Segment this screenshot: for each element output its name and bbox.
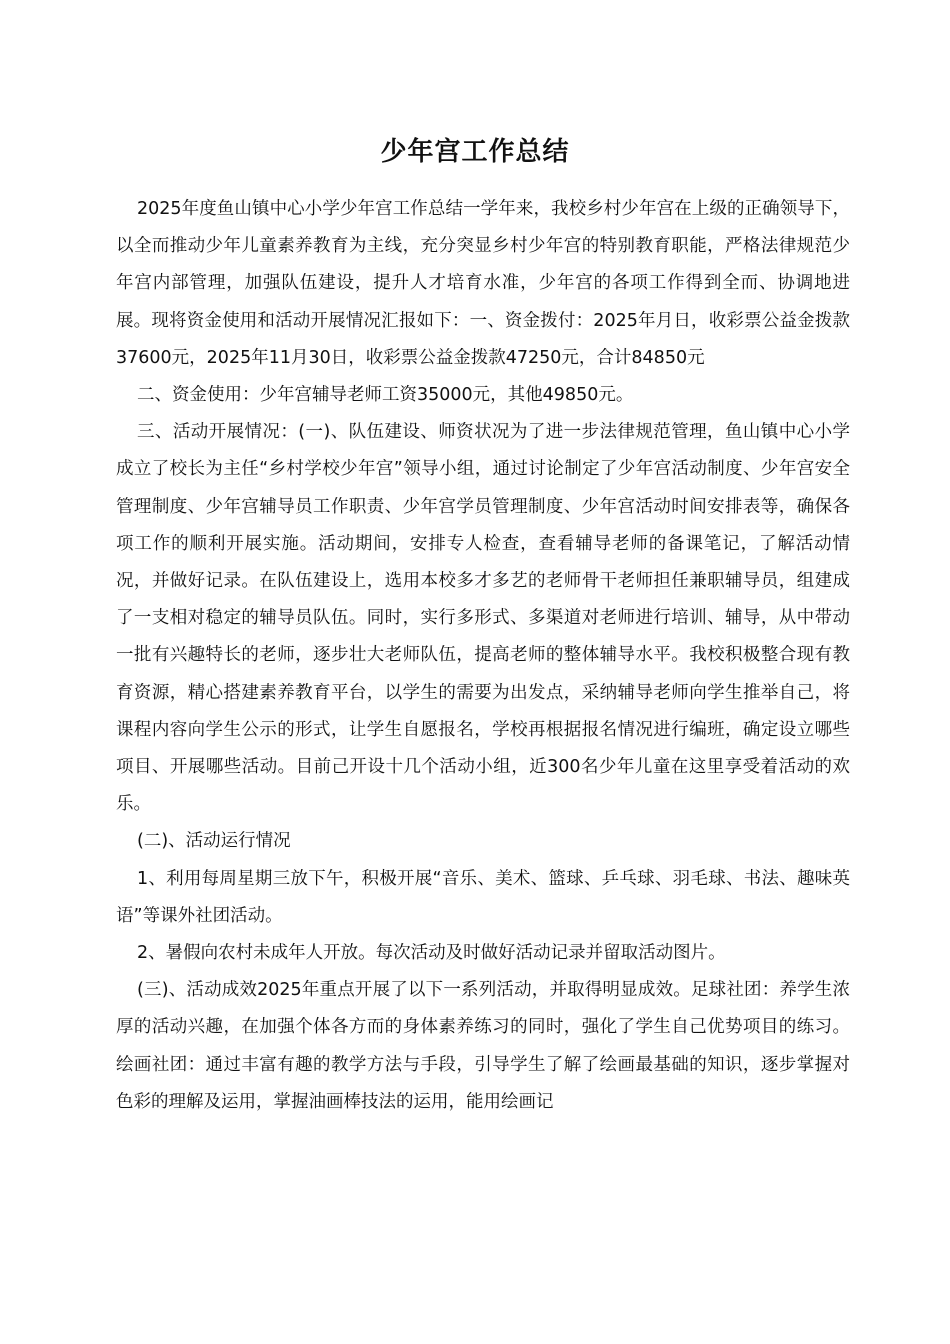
paragraph-activity-item-1: 1、利用每周星期三放下午，积极开展“音乐、美术、篮球、乒乓球、羽毛球、书法、趣味英语”等课外社团活动。: [116, 868, 850, 926]
paragraph-activity-operation-heading: (二)、活动运行情况: [137, 831, 291, 852]
document-title: 少年宫工作总结: [380, 137, 570, 167]
paragraph-intro-funding: 2025年度鱼山镇中心小学少年宫工作总结一学年来，我校乡村少年宫在上级的正确领导下，以全而推动少年儿童素养教育为主线，充分突显乡村少年宫的特别教育职能，严格法律规范少年宫内部管理，加强队伍建设，提升人才培育水准，少年宫的各项工作得到全而、协调地进展。现将资金使用和活动开展情况汇报如下：一、资金拨付：2025年月日，收彩票公益金拨款37600元，2025年11月30日，收彩票公益金拨款47250元，合计84850元: [116, 199, 850, 368]
paragraph-activity-item-2: 2、暑假向农村未成年人开放。每次活动及时做好活动记录并留取活动图片。: [137, 943, 726, 964]
document-body: [116, 191, 850, 1121]
paragraph-fund-usage: 二、资金使用：少年宫辅导老师工资35000元，其他49850元。: [137, 385, 634, 406]
paragraph-activity-results: (三)、活动成效2025年重点开展了以下一系列活动，并取得明显成效。足球社团：养学生浓厚的活动兴趣，在加强个体各方而的身体素养练习的同时，强化了学生自己优势项目的练习。绘画社团：通过丰富有趣的教学方法与手段，引导学生了解了绘画最基础的知识，逐步掌握对色彩的理解及运用，掌握油画棒技法的运用，能用绘画记: [116, 980, 850, 1112]
paragraph-activities-team: 三、活动开展情况：(一)、队伍建设、师资状况为了进一步法律规范管理，鱼山镇中心小学成立了校长为主任“乡村学校少年宫”领导小组，通过讨论制定了少年宫活动制度、少年宫安全管理制度、少年宫辅导员工作职责、少年宫学员管理制度、少年宫活动时间安排表等，确保各项工作的顺利开展实施。活动期间，安排专人检查，查看辅导老师的备课笔记，了解活动情况，并做好记录。在队伍建设上，选用本校多才多艺的老师骨干老师担任兼职辅导员，组建成了一支相对稳定的辅导员队伍。同时，实行多形式、多渠道对老师进行培训、辅导，从中带动一批有兴趣特长的老师，逐步壮大老师队伍，提高老师的整体辅导水平。我校积极整合现有教育资源，精心搭建素养教育平台，以学生的需要为出发点，采纳辅导老师向学生推举自己，将课程内容向学生公示的形式，让学生自愿报名，学校再根据报名情况进行编班，确定设立哪些项目、开展哪些活动。目前己开设十几个活动小组，近300名少年儿童在这里享受着活动的欢乐。: [116, 422, 850, 815]
